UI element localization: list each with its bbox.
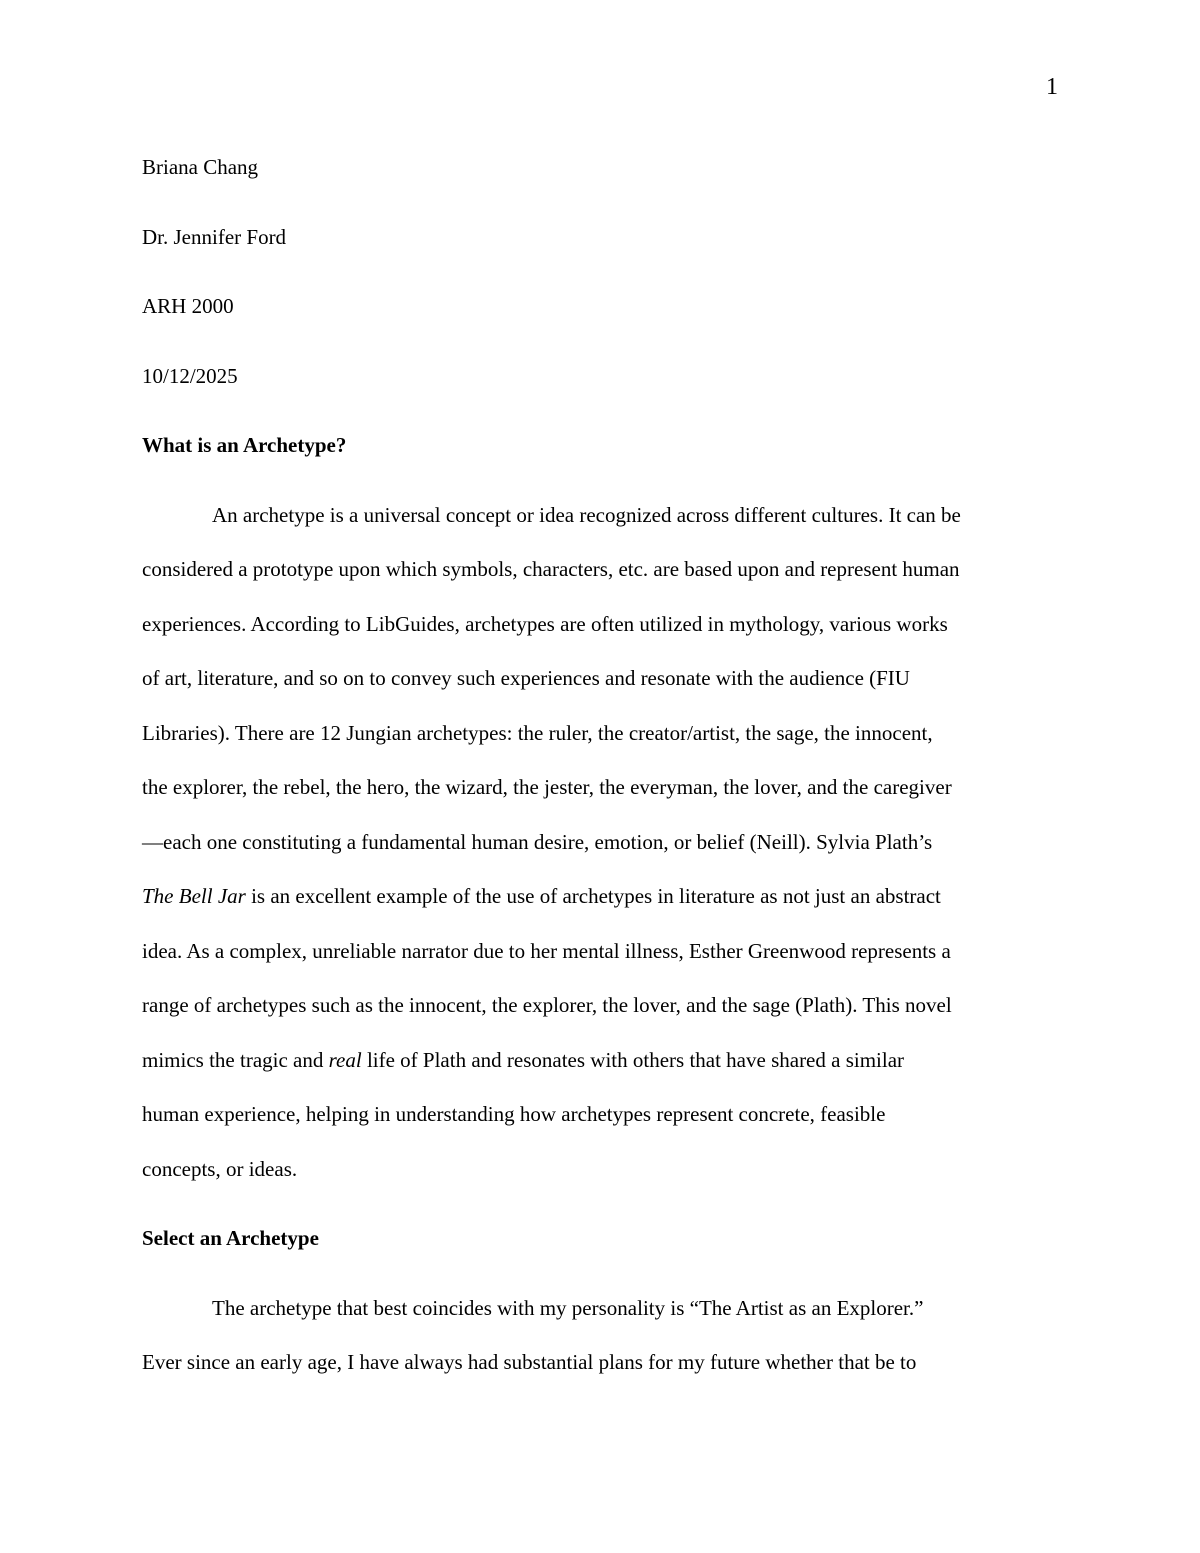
section-paragraph — [142, 488, 1058, 1197]
section-paragraph — [142, 1281, 1058, 1390]
paragraph-line: Libraries). There are 12 Jungian archetypes: the ruler, the creator/artist, the sage, the innocent, — [142, 720, 933, 745]
page-number: 1 — [1046, 74, 1058, 100]
paragraph-line: considered a prototype upon which symbols, characters, etc. are based upon and represent human — [142, 557, 960, 581]
paragraph-line: concepts, or ideas. — [142, 1156, 298, 1181]
paragraph-line: idea. As a complex, unreliable narrator due to her mental illness, Esther Greenwood represents a — [142, 938, 951, 963]
line-text: mimics the tragic and — [142, 1047, 329, 1072]
line-text: is an excellent example of the use of archetypes in literature as not just an abstract — [245, 884, 941, 908]
paragraph-line: An archetype is a universal concept or idea recognized across different cultures. It can be — [212, 502, 961, 527]
student-name: Briana Chang — [142, 155, 259, 179]
paragraph-line: Ever since an early age, I have always had substantial plans for my future whether that be to — [142, 1350, 917, 1374]
paragraph-line: —each one constituting a fundamental human desire, emotion, or belief (Neill). Sylvia Plath’s — [142, 829, 933, 854]
paragraph-line: The archetype that best coincides with my personality is “The Artist as an Explorer.” — [212, 1295, 924, 1320]
section-heading: What is an Archetype? — [142, 433, 347, 457]
course-code: ARH 2000 — [142, 294, 234, 318]
document-date: 10/12/2025 — [142, 363, 238, 388]
paragraph-line: range of archetypes such as the innocent, the explorer, the lover, and the sage (Plath). This novel — [142, 993, 952, 1017]
paragraph-line: of art, literature, and so on to convey such experiences and resonate with the audience (FIU — [142, 666, 910, 690]
paragraph-line: experiences. According to LibGuides, archetypes are often utilized in mythology, various works — [142, 611, 948, 636]
paragraph-line — [142, 1033, 1058, 1088]
book-title: The Bell Jar — [142, 884, 246, 908]
document-body — [142, 140, 1058, 1390]
paragraph-line: the explorer, the rebel, the hero, the wizard, the jester, the everyman, the lover, and the caregiver — [142, 775, 952, 799]
paragraph-line — [142, 869, 1058, 924]
section-heading: Select an Archetype — [142, 1226, 319, 1250]
paragraph-line: human experience, helping in understanding how archetypes represent concrete, feasible — [142, 1102, 886, 1126]
instructor-name: Dr. Jennifer Ford — [142, 224, 287, 249]
line-text: life of Plath and resonates with others that have shared a similar — [361, 1047, 905, 1072]
emphasis-text: real — [328, 1047, 362, 1072]
